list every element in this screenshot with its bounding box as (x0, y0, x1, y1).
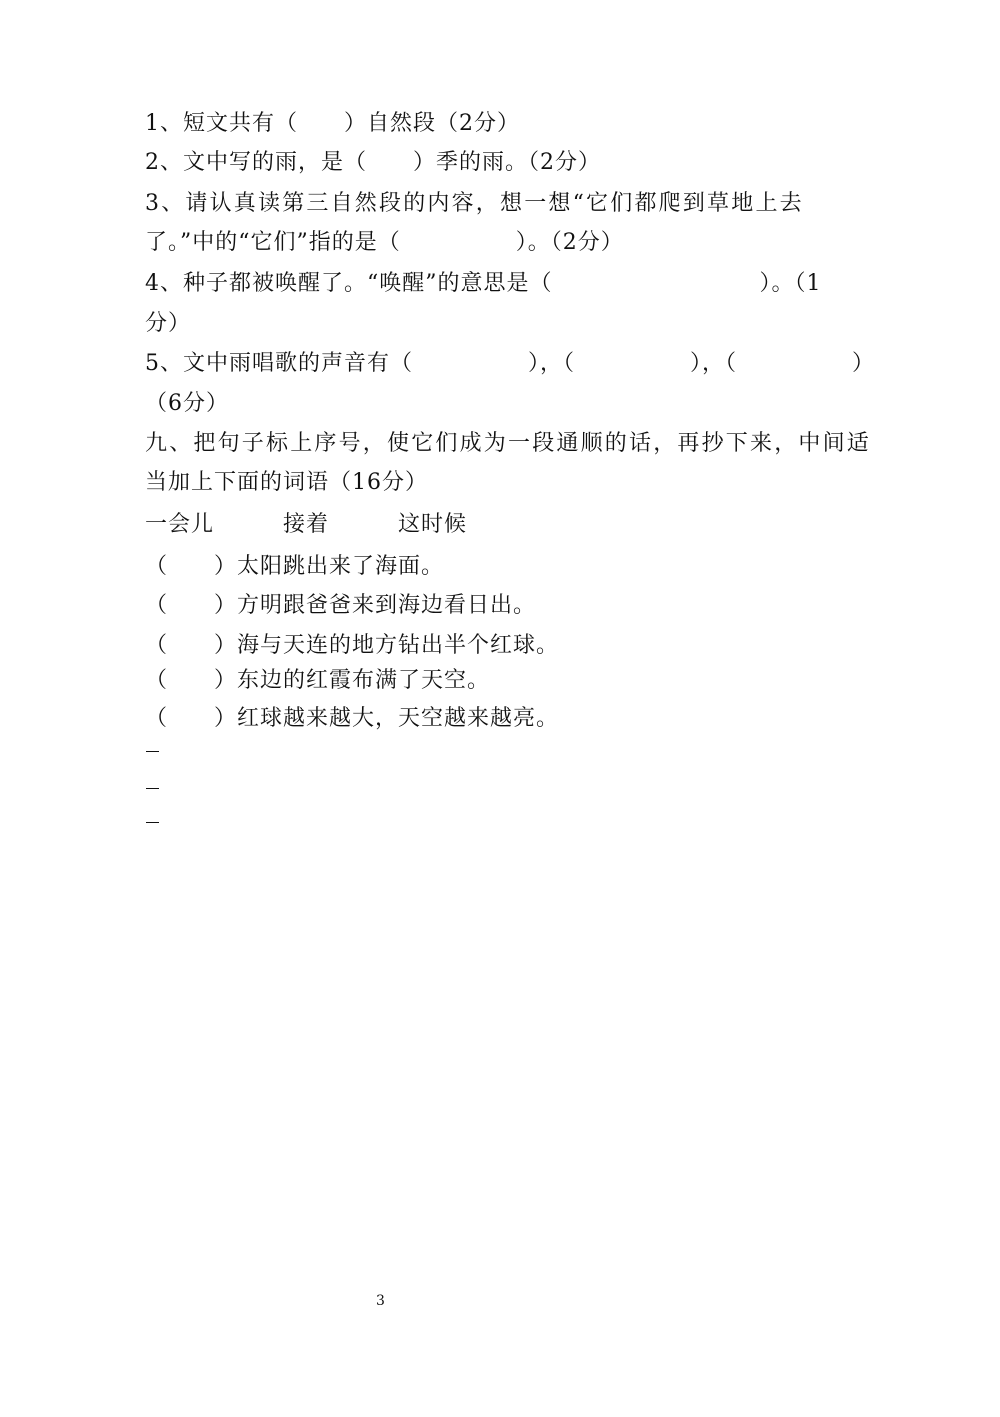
question-5-line-1: 5、文中雨唱歌的声音有（ ），（ ），（ ） (145, 351, 875, 376)
section-9-title-line-2: 当加上下面的词语（16分） (145, 470, 428, 495)
answer-line-2 (146, 788, 159, 789)
answer-line-1 (146, 751, 159, 752)
question-3-line-1: 3、请认真读第三自然段的内容，想一想“它们都爬到草地上去 (145, 191, 804, 216)
answer-line-3 (146, 822, 159, 823)
question-5-line-2: （6分） (145, 391, 229, 416)
sentence-item: （ ）太阳跳出来了海面。 (145, 554, 445, 579)
connective-words: 一会儿 接着 这时候 (145, 512, 468, 537)
question-1: 1、短文共有（ ）自然段（2分） (145, 111, 520, 136)
question-2: 2、文中写的雨，是（ ）季的雨。（2分） (145, 150, 601, 175)
section-9-title-line-1: 九、把句子标上序号，使它们成为一段通顺的话，再抄下来，中间适 (145, 431, 872, 456)
question-4-line-2: 分） (145, 311, 192, 336)
question-4-line-1: 4、种子都被唤醒了。“唤醒”的意思是（ ）。（1 (145, 271, 822, 296)
page-number: 3 (376, 1293, 385, 1309)
sentence-item: （ ）东边的红霞布满了天空。 (145, 668, 491, 693)
sentence-item: （ ）红球越来越大，天空越来越亮。 (145, 706, 560, 731)
question-3-line-2: 了。”中的“它们”指的是（ ）。（2分） (145, 230, 624, 255)
sentence-item: （ ）海与天连的地方钻出半个红球。 (145, 633, 560, 658)
sentence-item: （ ）方明跟爸爸来到海边看日出。 (145, 593, 537, 618)
